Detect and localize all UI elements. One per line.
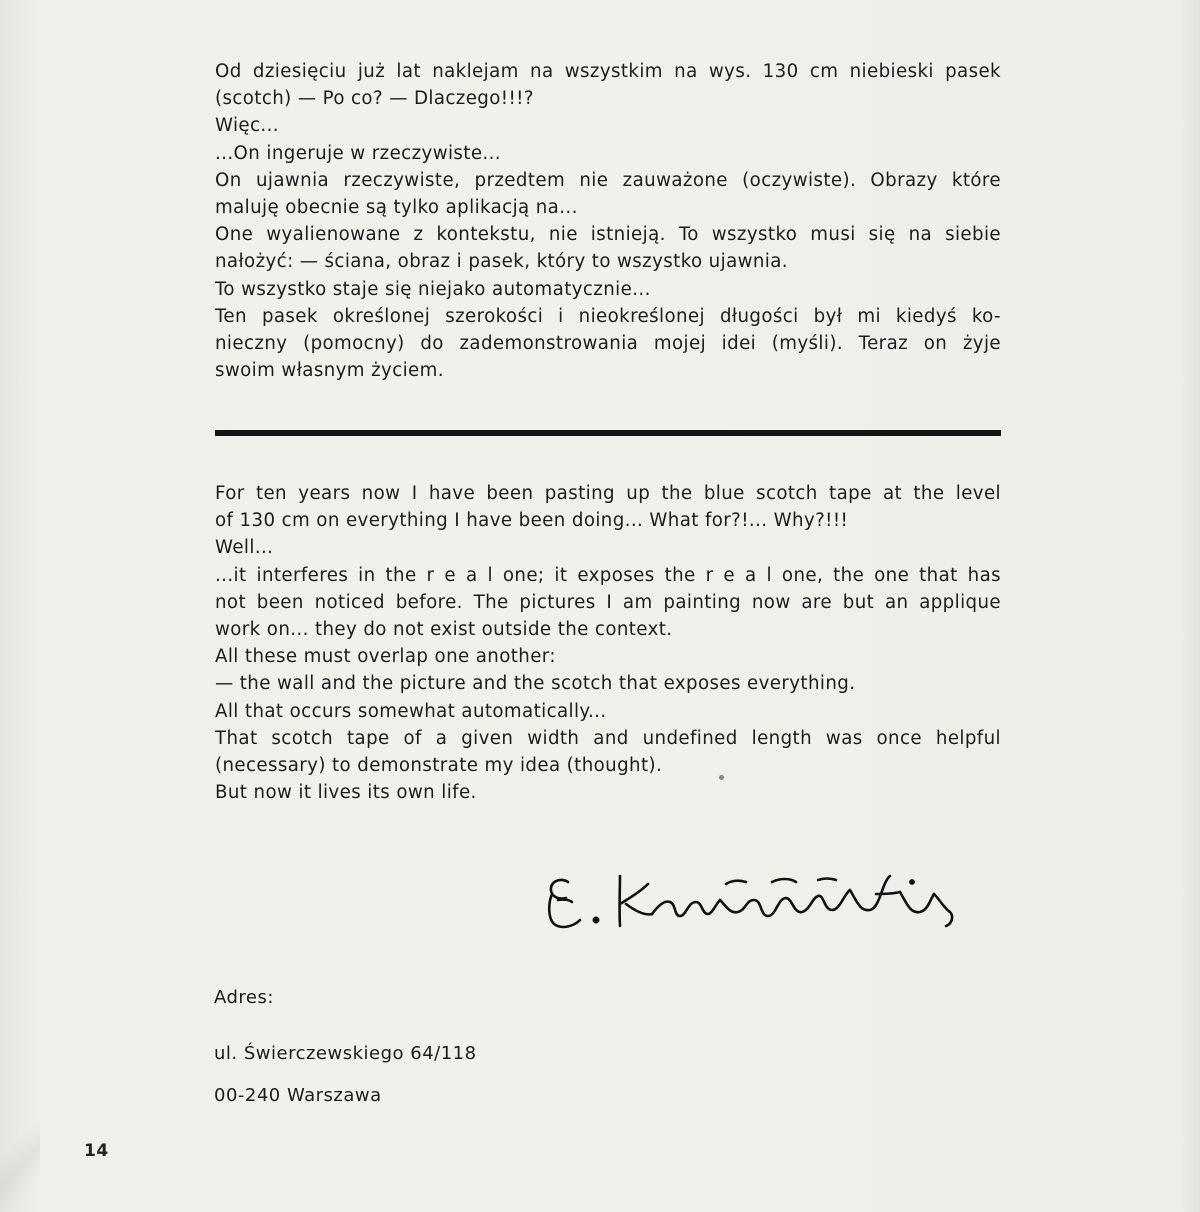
polish-line: Od dziesięciu już lat naklejam na wszystkim na wys. 130 cm niebieski pasek bbox=[215, 61, 1001, 82]
page-number: 14 bbox=[84, 1141, 109, 1161]
polish-line: (scotch) — Po co? — Dlaczego!!!? bbox=[215, 88, 534, 110]
signature-drawing bbox=[540, 860, 1000, 940]
polish-line: nieczny (pomocny) do zademonstrowania mojej idei (myśli). Teraz on żyje bbox=[215, 333, 1001, 355]
english-line: All that occurs somewhat automatically... bbox=[215, 700, 607, 722]
english-line: For ten years now I have been pasting up the blue scotch tape at the level bbox=[215, 483, 1001, 504]
section-divider bbox=[215, 430, 1001, 436]
english-line: work on... they do not exist outside the context. bbox=[215, 619, 673, 641]
english-line: (necessary) to demonstrate my idea (thought). bbox=[215, 755, 663, 777]
polish-text-block bbox=[215, 58, 1001, 384]
english-line: All these must overlap one another: bbox=[215, 646, 556, 668]
english-line: ...it interferes in the r e a l one; it exposes the r e a l one, the one that has bbox=[215, 564, 1001, 586]
english-line: of 130 cm on everything I have been doing... What for?!... Why?!!! bbox=[215, 510, 849, 532]
english-line: But now it lives its own life. bbox=[215, 782, 477, 804]
polish-line: swoim własnym życiem. bbox=[215, 360, 444, 382]
address-street: ul. Świerczewskiego 64/118 bbox=[214, 1043, 477, 1064]
polish-line: ...On ingeruje w rzeczywiste... bbox=[215, 142, 501, 164]
polish-line: On ujawnia rzeczywiste, przedtem nie zauważone (oczywiste). Obrazy które bbox=[215, 169, 1001, 191]
english-text-block bbox=[215, 480, 1001, 806]
english-line: That scotch tape of a given width and undefined length was once helpful bbox=[215, 727, 1001, 749]
polish-line: Więc... bbox=[215, 115, 279, 137]
polish-line: Ten pasek określonej szerokości i nieokreślonej długości był mi kiedyś ko- bbox=[215, 305, 1001, 327]
english-line: Well... bbox=[215, 537, 274, 559]
polish-line: nałożyć: — ściana, obraz i pasek, który to wszystko ujawnia. bbox=[215, 251, 788, 273]
handwritten-signature bbox=[540, 860, 1000, 940]
address-label: Adres: bbox=[214, 987, 274, 1008]
address-city: 00-240 Warszawa bbox=[214, 1085, 382, 1106]
ink-speck bbox=[719, 775, 724, 780]
polish-line: One wyalienowane z kontekstu, nie istnieją. To wszystko musi się na siebie bbox=[215, 224, 1001, 246]
polish-line: maluję obecnie są tylko aplikacją na... bbox=[215, 197, 578, 219]
english-line: — the wall and the picture and the scotch that exposes everything. bbox=[215, 673, 856, 695]
polish-line: To wszystko staje się niejako automatycznie... bbox=[215, 278, 651, 300]
english-line: not been noticed before. The pictures I am painting now are but an applique bbox=[215, 591, 1001, 613]
page-corner-fold bbox=[0, 1090, 40, 1212]
